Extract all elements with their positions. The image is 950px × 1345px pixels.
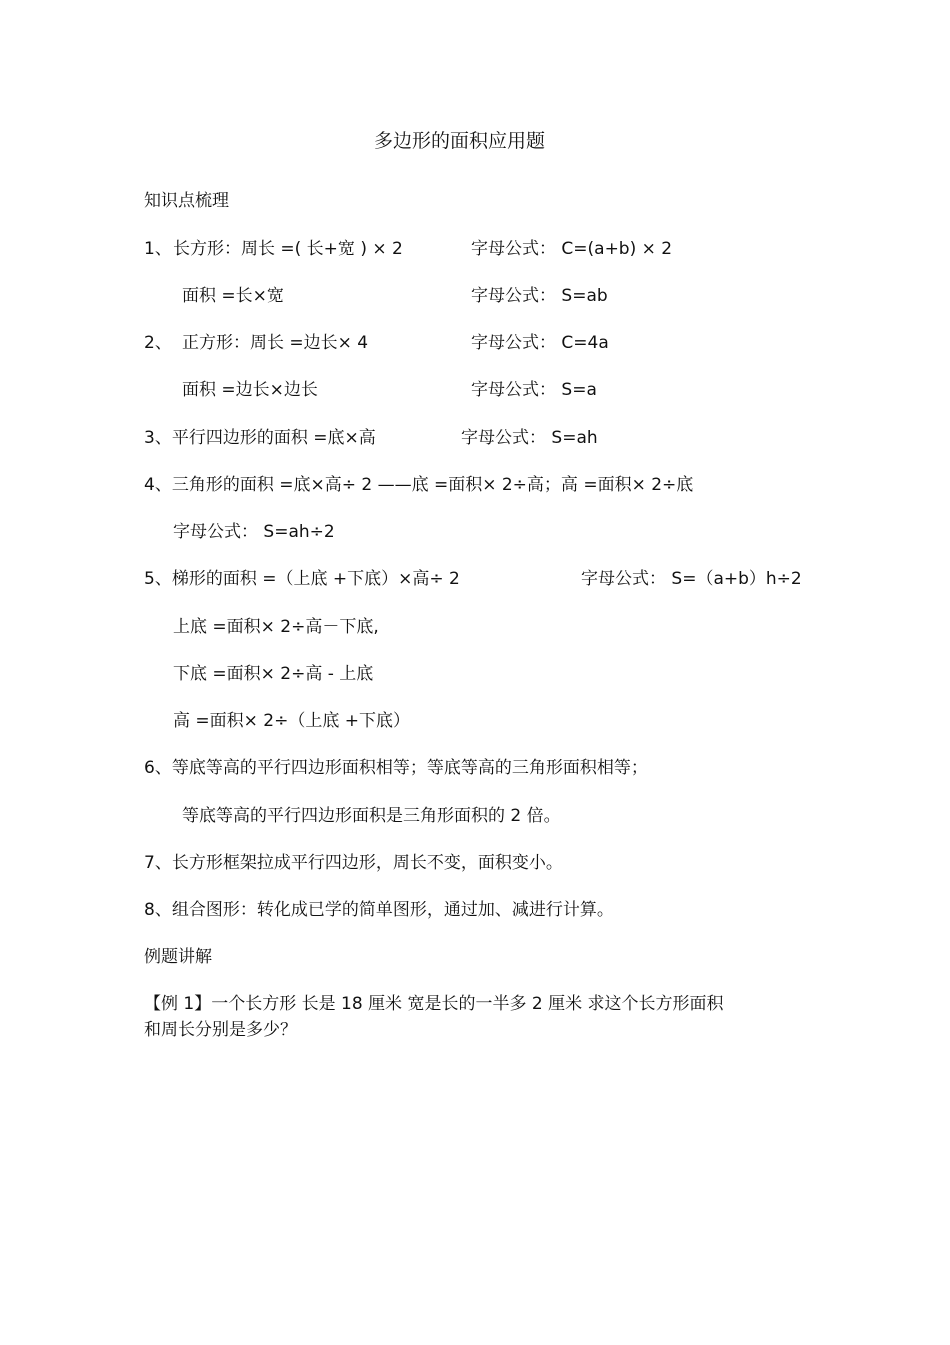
example-1-line-2: 和周长分别是多少？ — [144, 1020, 297, 1040]
section-heading-examples: 例题讲解 — [144, 947, 212, 967]
trapezoid-area-formula: 字母公式： S=（a+b）h÷2 — [581, 569, 802, 589]
parallelogram-area-text: 3、平行四边形的面积 =底×高 — [144, 428, 376, 448]
square-perimeter-text: 正方形：周长 =边长× 4 — [182, 333, 369, 353]
square-area-text: 面积 =边长×边长 — [182, 380, 318, 400]
rectangle-area-text: 面积 =长×宽 — [182, 286, 284, 306]
section-heading-knowledge: 知识点梳理 — [144, 191, 229, 211]
equal-base-height-ratio: 等底等高的平行四边形面积是三角形面积的 2 倍。 — [182, 806, 561, 826]
square-area-formula: 字母公式： S=a — [471, 380, 597, 400]
square-perimeter-formula: 字母公式： C=4a — [471, 333, 609, 353]
item-number: 2、 — [144, 333, 172, 353]
trapezoid-height: 高 =面积× 2÷（上底 +下底） — [173, 711, 411, 731]
rectangle-perimeter-formula: 字母公式： C=(a+b) × 2 — [471, 239, 673, 259]
example-1-line-1: 【例 1】一个长方形 长是 18 厘米 宽是长的一半多 2 厘米 求这个长方形面积 — [144, 994, 724, 1014]
rectangle-frame-text: 7、长方形框架拉成平行四边形，周长不变，面积变小。 — [144, 853, 563, 873]
trapezoid-area-text: 5、梯形的面积 =（上底 +下底）×高÷ 2 — [144, 569, 460, 589]
equal-base-height-text: 6、等底等高的平行四边形面积相等；等底等高的三角形面积相等； — [144, 758, 648, 778]
rectangle-area-formula: 字母公式： S=ab — [471, 286, 608, 306]
item-number: 1、 — [144, 239, 172, 259]
rectangle-perimeter-text: 长方形：周长 =( 长+宽 ) × 2 — [173, 239, 403, 259]
triangle-area-formula: 字母公式： S=ah÷2 — [173, 522, 335, 542]
trapezoid-lower-base: 下底 =面积× 2÷高 - 上底 — [173, 664, 374, 684]
trapezoid-upper-base: 上底 =面积× 2÷高－下底, — [173, 617, 379, 637]
composite-shape-text: 8、组合图形：转化成已学的简单图形，通过加、减进行计算。 — [144, 900, 614, 920]
parallelogram-area-formula: 字母公式： S=ah — [461, 428, 598, 448]
triangle-area-text: 4、三角形的面积 =底×高÷ 2 ——底 =面积× 2÷高；高 =面积× 2÷底 — [144, 475, 694, 495]
page-title: 多边形的面积应用题 — [374, 130, 546, 152]
